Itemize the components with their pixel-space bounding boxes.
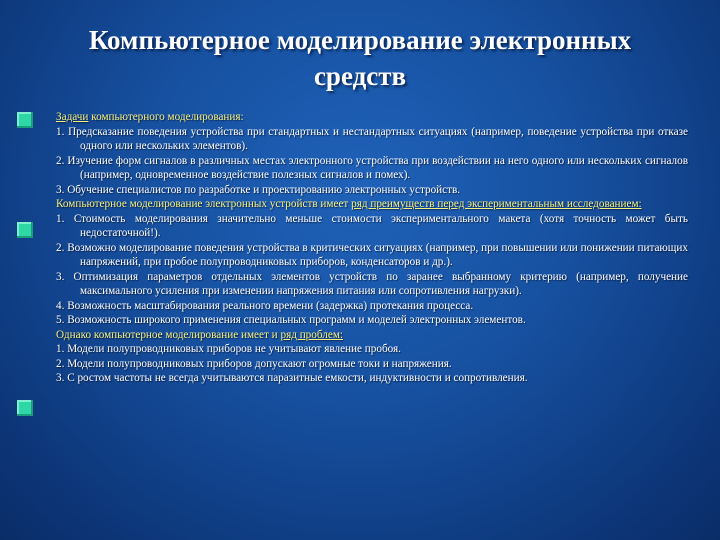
list-item: 1. Модели полупроводниковых приборов не учитывают явление пробоя. — [56, 343, 401, 355]
list-item: 2. Изучение форм сигналов в различных местах электронного устройства при воздействии на него одного или нескольких сигналов (например, одновременное воздействие полезных сигналов и помех). — [56, 154, 688, 181]
list-item: 3. С ростом частоты не всегда учитываются паразитные емкости, индуктивности и сопротивления. — [56, 372, 528, 384]
list-item: 5. Возможность широкого применения специальных программ и моделей электронных элементов. — [56, 314, 526, 326]
list-item: 4. Возможность масштабирования реального времени (задержка) протекания процесса. — [56, 299, 474, 312]
list-item: 2. Возможно моделирование поведения устройства в критических ситуациях (например, при повышении или понижении питающих напряжений, при пробое полупроводниковых приборов, конденсаторов и др.). — [56, 241, 688, 268]
list-item: 1. Стоимость моделирования значительно меньше стоимости экспериментального макета (хотя точность может быть недостаточной!). — [56, 212, 688, 239]
slide-title-line-1: Компьютерное моделирование электронных — [88, 25, 632, 55]
slide-title — [0, 22, 720, 94]
section-1-heading: Задачи компьютерного моделирования: — [56, 111, 244, 123]
list-item: 2. Модели полупроводниковых приборов допускают огромные токи и напряжения. — [56, 357, 452, 370]
slide-title-line-2: средств — [313, 61, 407, 91]
list-item: 3. Обучение специалистов по разработке и проектированию электронных устройств. — [56, 183, 461, 196]
list-item: 3. Оптимизация параметров отдельных элементов устройств по заранее выбранному критерию (например, получение максимального усиления при изменении напряжения питания или сопротивления нагрузки). — [56, 270, 688, 297]
slide-body — [56, 110, 688, 386]
square-bullet-icon — [17, 112, 33, 128]
square-bullet-icon — [17, 222, 33, 238]
section-2-heading: Компьютерное моделирование электронных устройств имеет ряд преимуществ перед экспериментальным исследованием: — [56, 198, 642, 210]
list-item: 1. Предсказание поведения устройства при стандартных и нестандартных ситуациях (например, поведение устройства при отказе одного или нескольких элементов). — [56, 125, 688, 152]
section-3-heading: Однако компьютерное моделирование имеет и ряд проблем: — [56, 328, 344, 341]
square-bullet-icon — [17, 400, 33, 416]
